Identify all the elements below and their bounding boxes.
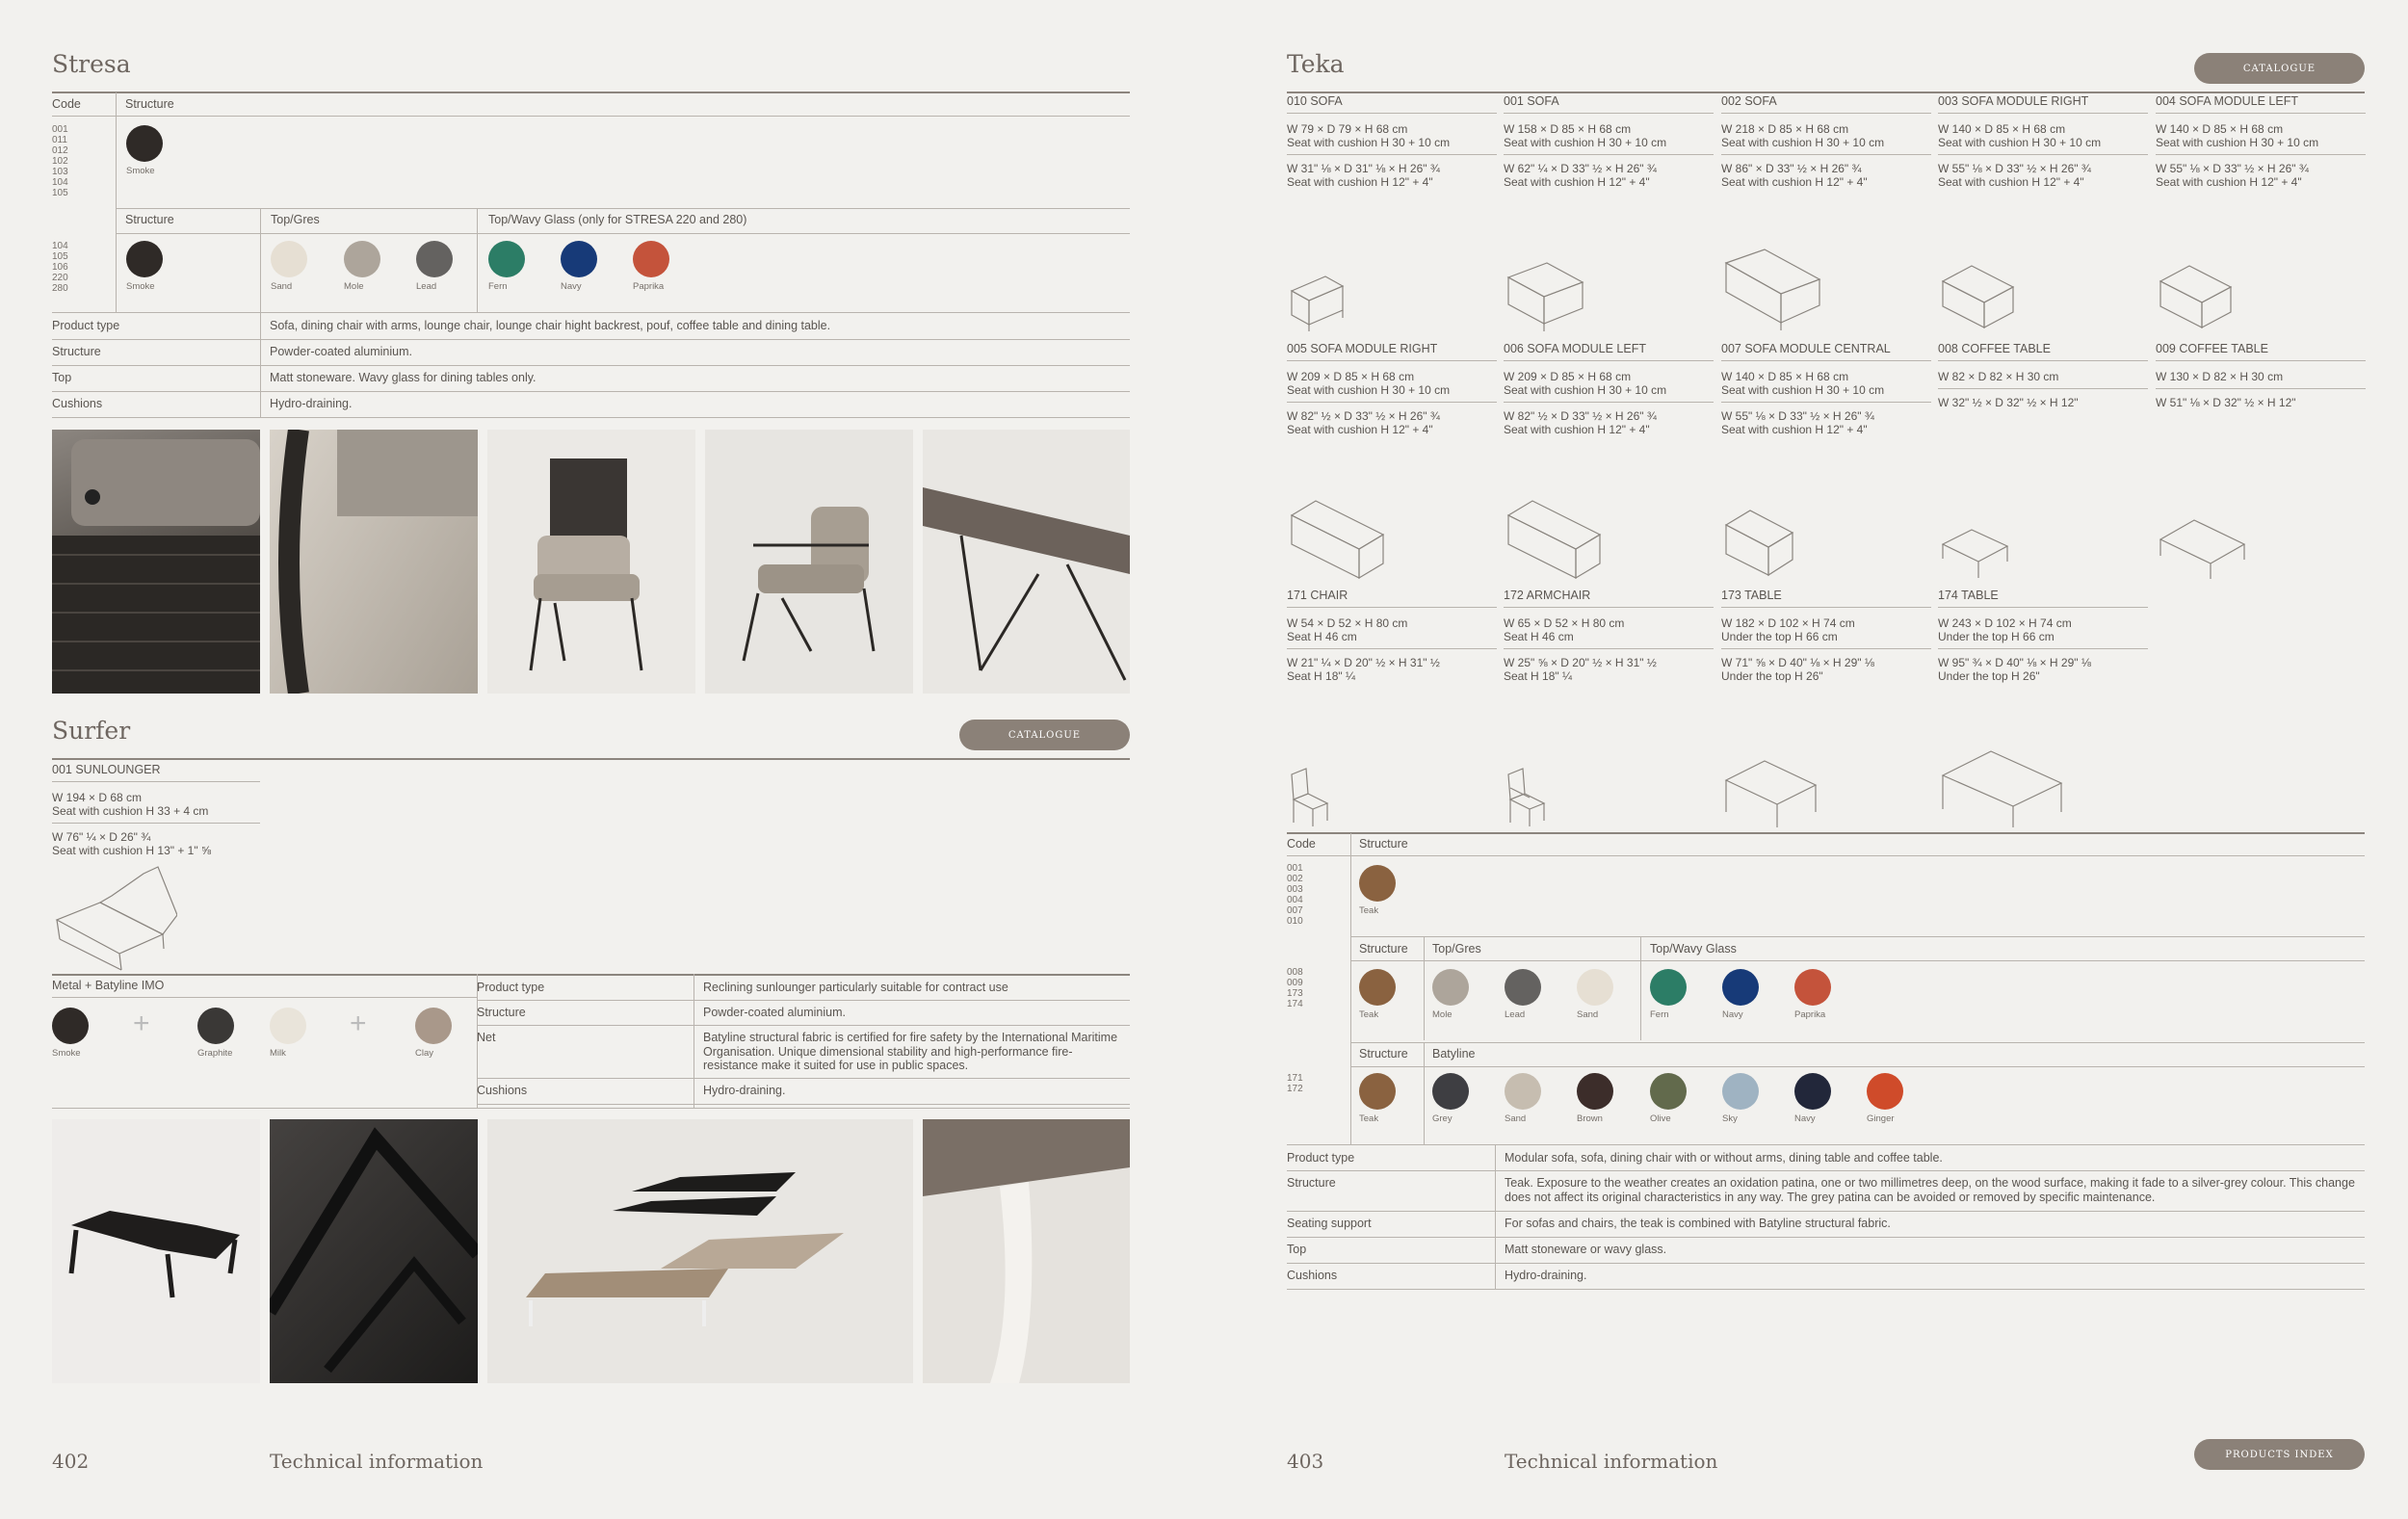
- metric-dimensions: W 209 × D 85 × H 68 cm Seat with cushion H 30 + 10 cm: [1504, 370, 1714, 403]
- product-name: 001 SUNLOUNGER: [52, 763, 260, 782]
- product-card: [2156, 94, 2366, 189]
- spec-key: Top: [52, 371, 72, 384]
- code-label: Code: [1287, 837, 1316, 851]
- swatch-label: Smoke: [126, 166, 155, 176]
- photo-surfer-frame-detail: [923, 1119, 1130, 1383]
- code-item: 174: [1287, 999, 1303, 1009]
- divider: [477, 1078, 1130, 1079]
- divider: [1495, 1170, 1496, 1211]
- code-item: 102: [52, 156, 68, 167]
- code-item: 220: [52, 273, 68, 283]
- code-item: 172: [1287, 1084, 1303, 1094]
- stresa-codes-a: [52, 124, 68, 198]
- product-name: 172 ARMCHAIR: [1504, 589, 1714, 608]
- swatch-label: Paprika: [633, 281, 665, 292]
- swatch-label: Sand: [271, 281, 293, 292]
- products-index-button[interactable]: PRODUCTS INDEX: [2194, 1439, 2365, 1470]
- coffee-table-008-sketch: [1938, 525, 2011, 583]
- product-card: [1938, 589, 2148, 683]
- spec-value: Reclining sunlounger particularly suitable for contract use: [703, 981, 1008, 994]
- swatch-paprika: [633, 241, 669, 277]
- imperial-dimensions: W 55" ⅛ × D 33" ½ × H 26" ¾ Seat with cushion H 12" + 4": [2156, 162, 2309, 189]
- metal-batyline-label: Metal + Batyline IMO: [52, 979, 165, 992]
- spec-value: Sofa, dining chair with arms, lounge chair, lounge chair hight backrest, pouf, coffee table and dining table.: [270, 319, 831, 332]
- swatch-label: Mole: [1432, 1009, 1453, 1020]
- swatch-smoke: [126, 125, 163, 162]
- stresa-title: Stresa: [52, 50, 131, 78]
- sofa-004-sketch: [2156, 260, 2235, 335]
- code-item: 105: [52, 251, 68, 262]
- product-card: [1287, 94, 1497, 189]
- swatch-label: Sand: [1577, 1009, 1599, 1020]
- spec-key: Product type: [52, 319, 120, 332]
- spec-value: Hydro-draining.: [703, 1084, 786, 1097]
- spec-key: Product type: [1287, 1151, 1355, 1165]
- divider: [52, 339, 1130, 340]
- metric-dimensions: W 130 × D 82 × H 30 cm: [2156, 370, 2366, 389]
- spec-value: Batyline structural fabric is certified for fire safety by the International Maritime Organisation. Unique dimensional stability and high-performance fire-resistance make it suited for use in public spaces.: [703, 1031, 1118, 1072]
- swatch-label: Lead: [1505, 1009, 1526, 1020]
- code-item: 103: [52, 167, 68, 177]
- divider: [477, 1025, 1130, 1026]
- sofa-006-sketch: [1504, 496, 1602, 583]
- page-number-right: 403: [1287, 1450, 1324, 1473]
- product-card: [1721, 589, 1931, 683]
- swatch-clay: [415, 1008, 452, 1044]
- surfer-title: Surfer: [52, 717, 131, 745]
- photo-stresa-table: [923, 430, 1130, 694]
- swatch-sand: [271, 241, 307, 277]
- product-card: [2156, 342, 2366, 409]
- code-item: 011: [52, 135, 67, 145]
- divider: [1287, 1237, 2365, 1238]
- swatch-navy: [1722, 969, 1759, 1006]
- swatch-fern: [1650, 969, 1687, 1006]
- spec-key: Product type: [477, 981, 545, 994]
- swatch-paprika: [1794, 969, 1831, 1006]
- divider: [1287, 1211, 2365, 1212]
- teka-codes-b: [1287, 967, 1303, 1009]
- metric-dimensions: W 140 × D 85 × H 68 cm Seat with cushion H 30 + 10 cm: [2156, 122, 2366, 155]
- imperial-dimensions: W 82" ½ × D 33" ½ × H 26" ¾ Seat with cushion H 12" + 4": [1504, 409, 1657, 436]
- swatch-label: Teak: [1359, 905, 1379, 916]
- code-item: 105: [52, 188, 68, 198]
- swatch-label: Milk: [270, 1048, 286, 1059]
- metric-dimensions: W 140 × D 85 × H 68 cm Seat with cushion H 30 + 10 cm: [1938, 122, 2148, 155]
- sunlounger-sketch: [52, 862, 177, 973]
- batyline-label: Batyline: [1432, 1047, 1476, 1061]
- swatch-label: Paprika: [1794, 1009, 1826, 1020]
- swatch-navy: [561, 241, 597, 277]
- swatch-label: Ginger: [1867, 1113, 1895, 1124]
- imperial-dimensions: W 51" ⅛ × D 32" ½ × H 12": [2156, 396, 2296, 409]
- product-name: 002 SOFA: [1721, 94, 1931, 114]
- swatch-mole: [1432, 969, 1469, 1006]
- metric-dimensions: W 79 × D 79 × H 68 cm Seat with cushion H 30 + 10 cm: [1287, 122, 1497, 155]
- spec-value: Powder-coated aluminium.: [270, 345, 412, 358]
- swatch-label: Olive: [1650, 1113, 1671, 1124]
- swatch-sand: [1577, 969, 1613, 1006]
- product-card: [1287, 589, 1497, 683]
- swatch-label: Clay: [415, 1048, 434, 1059]
- structure-label: Structure: [1359, 1047, 1408, 1061]
- divider: [1287, 1170, 2365, 1171]
- imperial-dimensions: W 95" ¾ × D 40" ⅛ × H 29" ⅛ Under the top H 26": [1938, 656, 2091, 683]
- code-item: 010: [1287, 916, 1303, 927]
- teka-catalogue-button[interactable]: CATALOGUE: [2194, 53, 2365, 84]
- metric-dimensions: W 243 × D 102 × H 74 cm Under the top H 66 cm: [1938, 616, 2148, 649]
- swatch-fern: [488, 241, 525, 277]
- product-name: 001 SOFA: [1504, 94, 1714, 114]
- swatch-label: Teak: [1359, 1009, 1379, 1020]
- spec-value: Teak. Exposure to the weather creates an oxidation patina, one or two millimetres deep, on the wood surface, making it fade to a silver-grey colour. This change does not affect its original characteristics in any way. The grey patina can be avoided or removed by specific maintenance.: [1505, 1176, 2355, 1204]
- spec-key: Seating support: [1287, 1217, 1372, 1230]
- divider: [52, 391, 1130, 392]
- divider: [1287, 1263, 2365, 1264]
- metric-dimensions: W 82 × D 82 × H 30 cm: [1938, 370, 2148, 389]
- swatch-smoke: [52, 1008, 89, 1044]
- imperial-dimensions: W 25" ⅝ × D 20" ½ × H 31" ½ Seat H 18" ¼: [1504, 656, 1657, 683]
- product-name: 174 TABLE: [1938, 589, 2148, 608]
- product-card: [1504, 342, 1714, 436]
- divider: [260, 339, 261, 365]
- photo-surfer-group: [487, 1119, 913, 1383]
- structure-label: Structure: [125, 213, 174, 226]
- spec-value: Matt stoneware. Wavy glass for dining tables only.: [270, 371, 537, 384]
- metric-dimensions: W 54 × D 52 × H 80 cm Seat H 46 cm: [1287, 616, 1497, 649]
- swatch-label: Navy: [561, 281, 582, 292]
- divider: [1495, 1211, 1496, 1237]
- divider: [52, 365, 1130, 366]
- swatch-label: Navy: [1722, 1009, 1743, 1020]
- product-name: 003 SOFA MODULE RIGHT: [1938, 94, 2148, 114]
- swatch-label: Sand: [1505, 1113, 1527, 1124]
- imperial-dimensions: W 71" ⅝ × D 40" ⅛ × H 29" ⅛ Under the top H 26": [1721, 656, 1874, 683]
- swatch-lead: [416, 241, 453, 277]
- teka-title: Teka: [1287, 50, 1345, 78]
- code-item: 001: [52, 124, 68, 135]
- metric-dimensions: W 182 × D 102 × H 74 cm Under the top H 66 cm: [1721, 616, 1931, 649]
- surfer-catalogue-button[interactable]: CATALOGUE: [959, 720, 1130, 750]
- swatch-label: Lead: [416, 281, 437, 292]
- photo-stresa-lounge-chair: [487, 430, 695, 694]
- code-item: 280: [52, 283, 68, 294]
- spec-key: Structure: [52, 345, 101, 358]
- code-item: 106: [52, 262, 68, 273]
- spec-key: Top: [1287, 1243, 1307, 1256]
- divider: [52, 92, 1130, 93]
- teka-codes-a: [1287, 863, 1303, 927]
- sofa-003-sketch: [1938, 260, 2017, 335]
- metric-dimensions: W 158 × D 85 × H 68 cm Seat with cushion H 30 + 10 cm: [1504, 122, 1714, 155]
- imperial-dimensions: W 32" ½ × D 32" ½ × H 12": [1938, 396, 2079, 409]
- swatch-teak: [1359, 865, 1396, 902]
- teka-codes-c: [1287, 1073, 1303, 1094]
- product-name: 007 SOFA MODULE CENTRAL: [1721, 342, 1931, 361]
- table-173-sketch: [1721, 756, 1818, 829]
- spec-value: Modular sofa, sofa, dining chair with or without arms, dining table and coffee table.: [1505, 1151, 1943, 1165]
- photo-stresa-cushion: [270, 430, 478, 694]
- structure-label: Structure: [1359, 837, 1408, 851]
- sofa-005-sketch: [1287, 496, 1385, 583]
- swatch-grey: [1432, 1073, 1469, 1110]
- swatch-label: Grey: [1432, 1113, 1453, 1124]
- metric-dimensions: W 209 × D 85 × H 68 cm Seat with cushion H 30 + 10 cm: [1287, 370, 1497, 403]
- swatch-teak: [1359, 1073, 1396, 1110]
- swatch-smoke: [126, 241, 163, 277]
- swatch-label: Graphite: [197, 1048, 233, 1059]
- swatch-label: Mole: [344, 281, 364, 292]
- code-item: 004: [1287, 895, 1303, 905]
- table-174-sketch: [1938, 746, 2063, 829]
- code-item: 104: [52, 241, 68, 251]
- divider: [52, 417, 1130, 418]
- product-card: [1721, 94, 1931, 189]
- spec-key: Cushions: [477, 1084, 528, 1097]
- divider: [1495, 1237, 1496, 1263]
- swatch-sand: [1505, 1073, 1541, 1110]
- spec-value: Hydro-draining.: [270, 397, 353, 410]
- product-name: 004 SOFA MODULE LEFT: [2156, 94, 2366, 114]
- spec-key: Structure: [1287, 1176, 1336, 1190]
- product-name: 006 SOFA MODULE LEFT: [1504, 342, 1714, 361]
- page-number-left: 402: [52, 1450, 90, 1473]
- chair-171-sketch: [1287, 767, 1331, 829]
- swatch-teak: [1359, 969, 1396, 1006]
- code-item: 003: [1287, 884, 1303, 895]
- swatch-lead: [1505, 969, 1541, 1006]
- plus-icon: +: [350, 1008, 367, 1039]
- code-item: 104: [52, 177, 68, 188]
- sofa-001-sketch: [1504, 258, 1584, 335]
- imperial-dimensions: W 31" ⅛ × D 31" ⅛ × H 26" ¾ Seat with cushion H 12" + 4": [1287, 162, 1440, 189]
- imperial-dimensions: W 62" ¼ × D 33" ½ × H 26" ¾ Seat with cushion H 12" + 4": [1504, 162, 1657, 189]
- metric-dimensions: W 65 × D 52 × H 80 cm Seat H 46 cm: [1504, 616, 1714, 649]
- sofa-007-sketch: [1721, 506, 1796, 583]
- product-card: [1938, 94, 2148, 189]
- spec-value: Matt stoneware or wavy glass.: [1505, 1243, 1667, 1256]
- topgres-label: Top/Gres: [271, 213, 320, 226]
- swatch-label: Sky: [1722, 1113, 1738, 1124]
- product-name: 009 COFFEE TABLE: [2156, 342, 2366, 361]
- spec-value: Hydro-draining.: [1505, 1269, 1587, 1282]
- metric-dimensions: W 140 × D 85 × H 68 cm Seat with cushion H 30 + 10 cm: [1721, 370, 1931, 403]
- structure-label: Structure: [1359, 942, 1408, 956]
- spec-key: Cushions: [1287, 1269, 1338, 1282]
- divider: [477, 1000, 1130, 1001]
- sofa-002-sketch: [1721, 246, 1821, 334]
- spec-key: Cushions: [52, 397, 103, 410]
- product-card: [1504, 94, 1714, 189]
- photo-surfer-sunlounger: [52, 1119, 260, 1383]
- product-card: [1287, 342, 1497, 436]
- swatch-brown: [1577, 1073, 1613, 1110]
- divider: [477, 1104, 1130, 1105]
- code-item: 173: [1287, 988, 1303, 999]
- sofa-010-sketch: [1287, 272, 1347, 335]
- swatch-graphite: [197, 1008, 234, 1044]
- swatch-ginger: [1867, 1073, 1903, 1110]
- spec-value: Powder-coated aluminium.: [703, 1006, 846, 1019]
- swatch-label: Fern: [488, 281, 508, 292]
- code-item: 012: [52, 145, 68, 156]
- swatch-mole: [344, 241, 380, 277]
- imperial-dimensions: W 21" ¼ × D 20" ½ × H 31" ½ Seat H 18" ¼: [1287, 656, 1440, 683]
- plus-icon: +: [133, 1008, 150, 1039]
- coffee-table-009-sketch: [2156, 515, 2248, 583]
- photo-stresa-armchair: [705, 430, 913, 694]
- imperial-dimensions: W 55" ⅛ × D 33" ½ × H 26" ¾ Seat with cushion H 12" + 4": [1938, 162, 2091, 189]
- code-item: 001: [1287, 863, 1303, 874]
- metric-dimensions: W 218 × D 85 × H 68 cm Seat with cushion H 30 + 10 cm: [1721, 122, 1931, 155]
- swatch-label: Navy: [1794, 1113, 1816, 1124]
- stresa-codes-b: [52, 241, 68, 294]
- product-name: 005 SOFA MODULE RIGHT: [1287, 342, 1497, 361]
- product-surfer-001: 001 SUNLOUNGER W 194 × D 68 cm Seat with cushion H 33 + 4 cm W 76" ¼ × D 26" ¾ Seat with cushion H 13" + 1" ⅝: [52, 763, 260, 857]
- spec-value: For sofas and chairs, the teak is combined with Batyline structural fabric.: [1505, 1217, 1891, 1230]
- footer-left: Technical information: [270, 1450, 484, 1473]
- imperial-dimensions: W 86" × D 33" ½ × H 26" ¾ Seat with cushion H 12" + 4": [1721, 162, 1868, 189]
- product-name: 171 CHAIR: [1287, 589, 1497, 608]
- swatch-olive: [1650, 1073, 1687, 1110]
- spec-key: Net: [477, 1031, 496, 1044]
- divider: [260, 365, 261, 391]
- swatch-label: Smoke: [52, 1048, 81, 1059]
- code-item: 002: [1287, 874, 1303, 884]
- imperial-dimensions: W 82" ½ × D 33" ½ × H 26" ¾ Seat with cushion H 12" + 4": [1287, 409, 1440, 436]
- swatch-navy: [1794, 1073, 1831, 1110]
- divider: [260, 391, 261, 417]
- swatch-sky: [1722, 1073, 1759, 1110]
- code-label: Code: [52, 97, 81, 111]
- product-name: 010 SOFA: [1287, 94, 1497, 114]
- divider: [1287, 1289, 2365, 1290]
- structure-label: Structure: [125, 97, 174, 111]
- divider: [1495, 1263, 1496, 1289]
- product-card: [1504, 589, 1714, 683]
- swatch-milk: [270, 1008, 306, 1044]
- wavy-glass-label: Top/Wavy Glass: [1650, 942, 1737, 956]
- swatch-label: Brown: [1577, 1113, 1603, 1124]
- product-name: 173 TABLE: [1721, 589, 1931, 608]
- divider: [260, 313, 261, 339]
- product-card: [1721, 342, 1931, 436]
- product-name: 008 COFFEE TABLE: [1938, 342, 2148, 361]
- wavy-glass-label: Top/Wavy Glass (only for STRESA 220 and 280): [488, 213, 747, 226]
- footer-right: Technical information: [1505, 1450, 1718, 1473]
- code-item: 008: [1287, 967, 1303, 978]
- product-card: [1938, 342, 2148, 409]
- swatch-label: Teak: [1359, 1113, 1379, 1124]
- spec-key: Structure: [477, 1006, 526, 1019]
- swatch-label: Smoke: [126, 281, 155, 292]
- divider: [1495, 1145, 1496, 1170]
- photo-surfer-detail: [270, 1119, 478, 1383]
- code-item: 007: [1287, 905, 1303, 916]
- topgres-label: Top/Gres: [1432, 942, 1481, 956]
- imperial-dimensions: W 55" ⅛ × D 33" ½ × H 26" ¾ Seat with cushion H 12" + 4": [1721, 409, 1874, 436]
- armchair-172-sketch: [1504, 767, 1548, 829]
- photo-stresa-sofa-detail: [52, 430, 260, 694]
- code-item: 009: [1287, 978, 1303, 988]
- swatch-label: Fern: [1650, 1009, 1669, 1020]
- code-item: 171: [1287, 1073, 1303, 1084]
